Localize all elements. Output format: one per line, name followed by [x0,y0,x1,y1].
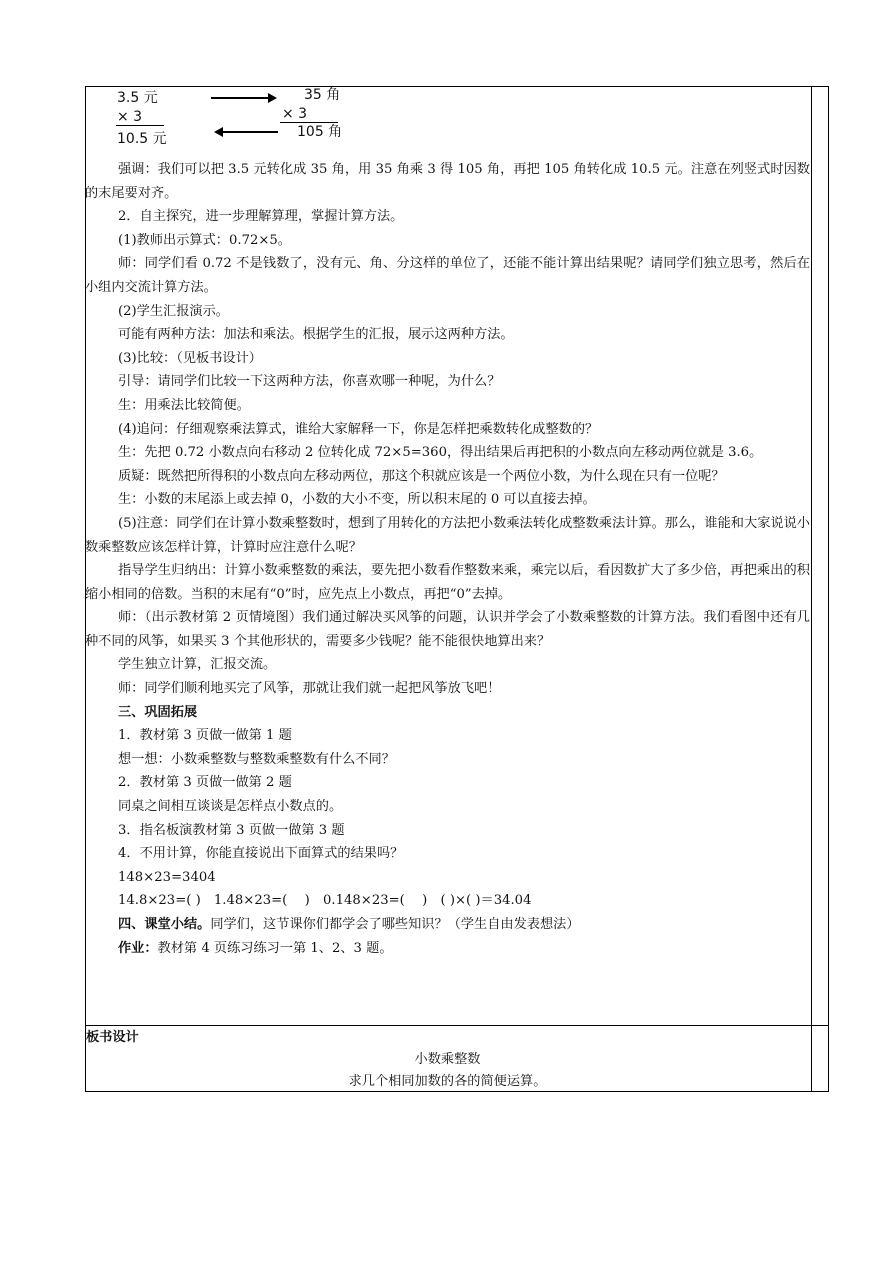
paragraph [85,229,810,253]
paragraph-text: (5)注意：同学们在计算小数乘整数时，想到了用转化的方法把小数乘法转化成整数乘法计算。那么，谁能和大家说说小数乘整数应该怎样计算，计算时应注意什么呢？ [85,515,810,555]
paragraph-text: (2)学生汇报演示。 [118,303,229,319]
paragraph-text: 引导：请同学们比较一下这两种方法，你喜欢哪一种呢，为什么？ [118,374,501,390]
paragraph-text: 教材第 4 页练习练习一第 1、2、3 题。 [157,940,393,956]
paragraph-text: 生：用乘法比较简便。 [118,397,250,413]
paragraph-text: 想一想：小数乘整数与整数乘整数有什么不同？ [118,751,395,767]
paragraph-text: 同学们，这节课你们都学会了哪些知识？（学生自由发表想法） [210,917,580,932]
paragraph [85,889,810,913]
arrow-right-icon [211,97,275,99]
paragraph-text: 质疑：既然把所得积的小数点向左移动两位，那这个积就应该是一个两位小数，为什么现在只有一位呢？ [118,468,725,484]
paragraph [85,653,810,677]
calc-left-top: 3.5 元 [117,90,158,106]
board-title: 板书设计 [86,1030,139,1045]
paragraph-text: (1)教师出示算式：0.72×5。 [118,232,291,248]
calc-right-mult: × 3 [282,106,308,122]
calc-left-mult: × 3 [117,109,143,125]
paragraph [85,937,810,961]
paragraph [85,559,810,606]
calc-right-result: 105 角 [297,124,343,140]
paragraph [85,512,810,559]
paragraph [85,370,810,394]
paragraph [85,866,810,890]
paragraph-text: 2．自主探究，进一步理解算理，掌握计算方法。 [118,209,404,225]
calc-left-result: 10.5 元 [117,131,167,147]
paragraph [85,205,810,229]
paragraph-text: 可能有两种方法：加法和乘法。根据学生的汇报，展示这两种方法。 [118,327,514,343]
paragraph [85,606,810,653]
paragraph-text: (3)比较：（见板书设计） [118,350,262,366]
paragraph [85,795,810,819]
paragraph-text: 生：先把 0.72 小数点向右移动 2 位转化成 72×5=360，得出结果后再把积的小数点向左移动两位就是 3.6。 [118,445,763,461]
calc-left-underline [116,125,164,126]
paragraph-text: 14.8×23=( ) 1.48×23=( ) 0.148×23=( ) ( )×( )＝34.04 [118,893,532,909]
paragraph-text: 148×23=3404 [118,869,216,885]
table-column-divider [811,86,812,1092]
paragraph [85,300,810,324]
arrow-left-icon [216,131,278,133]
paragraph-text: 生：小数的末尾添上或去掉 0，小数的大小不变，所以积末尾的 0 可以直接去掉。 [118,492,596,508]
paragraph [85,347,810,371]
board-line-1: 小数乘整数 [414,1052,481,1067]
paragraph-text: 师：（出示教材第 2 页情境图）我们通过解决买风筝的问题，认识并学会了小数乘整数的计算方法。我们看图中还有几种不同的风筝，如果买 3 个其他形状的，需要多少钱呢？能不能很快地算出来？ [85,610,810,649]
paragraph [85,488,810,512]
paragraph [85,724,810,748]
paragraph [85,771,810,795]
paragraph [85,252,810,299]
paragraph-text: (4)追问：仔细观察乘法算式，谁给大家解释一下，你是怎样把乘数转化成整数的？ [118,421,599,437]
paragraph-text: 3．指名板演教材第 3 页做一做第 3 题 [118,822,345,838]
paragraph-text: 1．教材第 3 页做一做第 1 题 [118,728,292,744]
paragraph [85,441,810,465]
paragraph-text: 师：同学们顺利地买完了风筝，那就让我们就一起把风筝放飞吧！ [118,681,501,697]
calc-right-underline [280,122,338,123]
lesson-body [85,158,810,960]
paragraph [85,677,810,701]
paragraph-text: 同桌之间相互谈谈是怎样点小数点的。 [118,799,343,815]
paragraph-text: 学生独立计算，汇报交流。 [118,657,277,673]
paragraph [85,842,810,866]
paragraph-text: 指导学生归纳出：计算小数乘整数的乘法，要先把小数看作整数来乘，乘完以后，看因数扩大了多少倍，再把乘出的积缩小相同的倍数。当积的末尾有“0”时，应先点上小数点，再把“0”去掉。 [85,563,810,602]
paragraph-heading: 作业： [118,940,158,956]
paragraph [85,323,810,347]
paragraph-heading: 三、巩固拓展 [118,704,198,720]
paragraph-text: 强调：我们可以把 3.5 元转化成 35 角，用 35 角乘 3 得 105 角，再把 105 角转化成 10.5 元。注意在列竖式时因数的末尾要对齐。 [85,162,810,201]
paragraph [85,913,810,937]
paragraph [85,701,810,725]
paragraph-text: 4．不用计算，你能直接说出下面算式的结果吗？ [118,846,404,862]
paragraph [85,465,810,489]
paragraph [85,394,810,418]
board-design [85,1027,810,1093]
paragraph-text: 师：同学们看 0.72 不是钱数了，没有元、角、分这样的单位了，还能不能计算出结果呢？请同学们独立思考，然后在小组内交流计算方法。 [85,256,810,295]
paragraph-text: 2．教材第 3 页做一做第 2 题 [118,775,292,791]
paragraph-heading: 四、课堂小结。 [118,917,211,932]
paragraph [85,819,810,843]
paragraph [85,748,810,772]
board-line-2: 求几个相同加数的各的简便运算。 [348,1074,547,1089]
calc-right-top: 35 角 [304,87,341,103]
paragraph [85,158,810,205]
paragraph [85,418,810,442]
table-row-divider [85,1025,829,1026]
